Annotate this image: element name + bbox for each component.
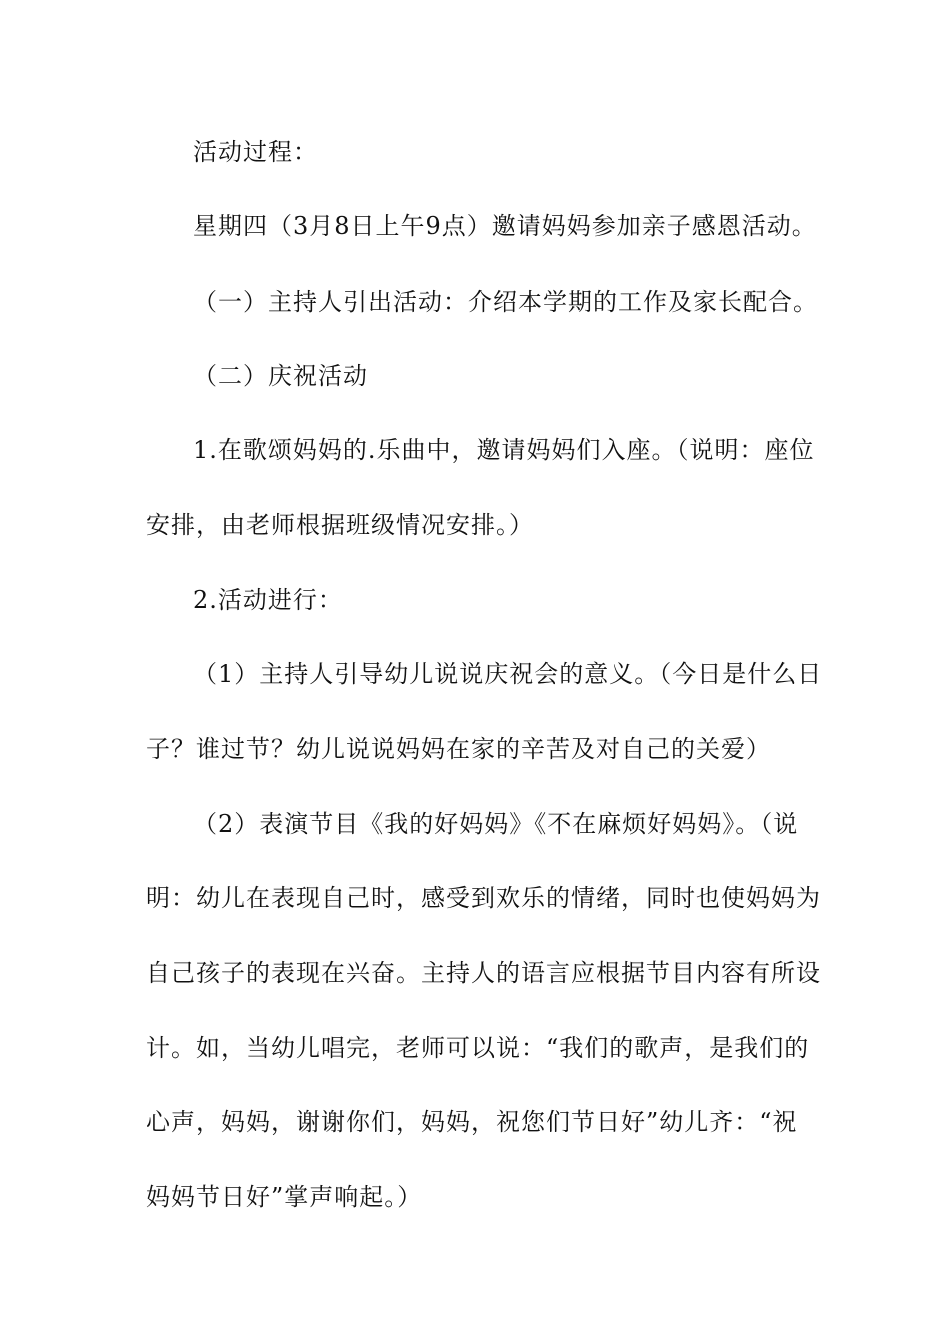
paragraph-line: （一）主持人引出活动：介绍本学期的工作及家长配合。: [193, 288, 818, 316]
paragraph-line: 星期四（3月8日上午9点）邀请妈妈参加亲子感恩活动。: [193, 212, 817, 240]
paragraph-line: （2）表演节目《我的好妈妈》《不在麻烦好妈妈》。（说: [193, 810, 799, 838]
paragraph-line: 妈妈节日好”掌声响起。）: [146, 1183, 423, 1211]
paragraph-line: 心声，妈妈，谢谢你们，妈妈，祝您们节日好”幼儿齐：“祝: [146, 1108, 798, 1136]
section-heading: 活动过程：: [193, 138, 318, 166]
paragraph-line: 安排，由老师根据班级情况安排。）: [146, 511, 534, 539]
paragraph-line: 计。如，当幼儿唱完，老师可以说：“我们的歌声，是我们的: [146, 1034, 810, 1062]
paragraph-line: （二）庆祝活动: [193, 362, 368, 390]
paragraph-line: 明：幼儿在表现自己时，感受到欢乐的情绪，同时也使妈妈为: [146, 884, 821, 912]
paragraph-line: （1）主持人引导幼儿说说庆祝会的意义。（今日是什么日: [193, 660, 823, 688]
paragraph-line: 2.活动进行：: [193, 586, 343, 614]
paragraph-line: 子？谁过节？幼儿说说妈妈在家的辛苦及对自己的关爱）: [146, 735, 771, 763]
paragraph-line: 1.在歌颂妈妈的.乐曲中，邀请妈妈们入座。（说明：座位: [193, 436, 815, 464]
paragraph-line: 自己孩子的表现在兴奋。主持人的语言应根据节目内容有所设: [146, 959, 821, 987]
